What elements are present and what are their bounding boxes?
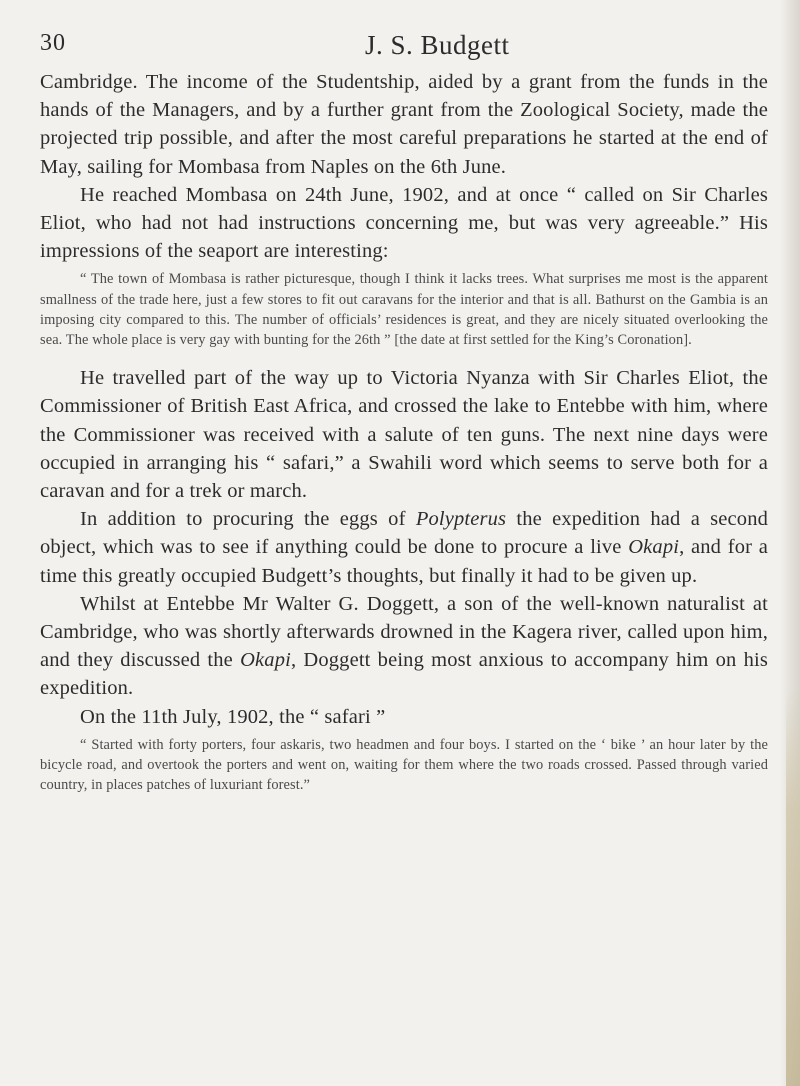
block-quote-safari: “ Started with forty porters, four askaris, two headmen and four boys. I started on the ‘ bike ’ an hour later by the bicycle road, and overtook the porters and went on, waiting for them where the two roads crossed. Passed through varied country, in places patches of luxuriant forest.”	[40, 736, 768, 794]
paragraph-1: Cambridge. The income of the Studentship, aided by a grant from the funds in the hands of the Managers, and by a further grant from the Zoological Society, made the projected trip possible, and after the most careful preparations he started at the end of May, sailing for Mombasa from Naples on the 6th June.	[40, 71, 768, 178]
paragraph-4-italic-polypterus: Polypterus	[415, 508, 507, 531]
paragraph-5	[40, 590, 768, 703]
paragraph-5-text-b: , Doggett being most anxious to accompany him on his expedition.	[40, 649, 768, 700]
paragraph-4-text-a: In addition to procuring the eggs of	[80, 508, 416, 531]
paragraph-4-text-b: the expedition had a second object, which was to see if anything could be done to procure a live	[40, 508, 769, 559]
running-head	[40, 30, 740, 62]
page-edge-stain	[786, 690, 800, 1086]
paragraph-4-italic-okapi: Okapi	[628, 536, 680, 559]
text-body	[40, 68, 768, 795]
paragraph-4	[40, 505, 768, 590]
paragraph-6: On the 11th July, 1902, the “ safari ”	[80, 705, 386, 728]
running-title: J. S. Budgett	[365, 30, 510, 60]
paragraph-3: He travelled part of the way up to Victoria Nyanza with Sir Charles Eliot, the Commissioner of British East Africa, and crossed the lake to Entebbe with him, where the Commissioner was received with a salute of ten guns. The next nine days were occupied in arranging his “ safari,” a Swahili word which seems to serve both for a caravan and for a trek or march.	[40, 367, 768, 503]
paragraph-5-text-a: Whilst at Entebbe Mr Walter G. Doggett, a son of the well-known naturalist at Cambridge, who was shortly afterwards drowned in the Kagera river, called upon him, and they discussed the	[40, 592, 768, 672]
block-quote-mombasa: “ The town of Mombasa is rather picturesque, though I think it lacks trees. What surprises me most is the apparent smallness of the trade here, just a few stores to fit out caravans for the interior and that is all. Bathurst on the Gambia is an imposing city compared to this. The number of officials’ residences is great, and they are nicely situated overlooking the sea. The whole place is very gay with bunting for the 26th ” [the date at first settled for the King’s Coronation].	[40, 271, 768, 349]
paragraph-4-text-c: , and for a time this greatly occupied Budgett’s thoughts, but finally it had to be given up.	[40, 536, 768, 587]
paragraph-5-italic-okapi: Okapi	[240, 649, 291, 672]
paragraph-2: He reached Mombasa on 24th June, 1902, and at once “ called on Sir Charles Eliot, who had not had instructions concerning me, but was very agreeable.” His impressions of the seaport are interesting:	[40, 183, 768, 263]
page-number: 30	[40, 30, 66, 56]
